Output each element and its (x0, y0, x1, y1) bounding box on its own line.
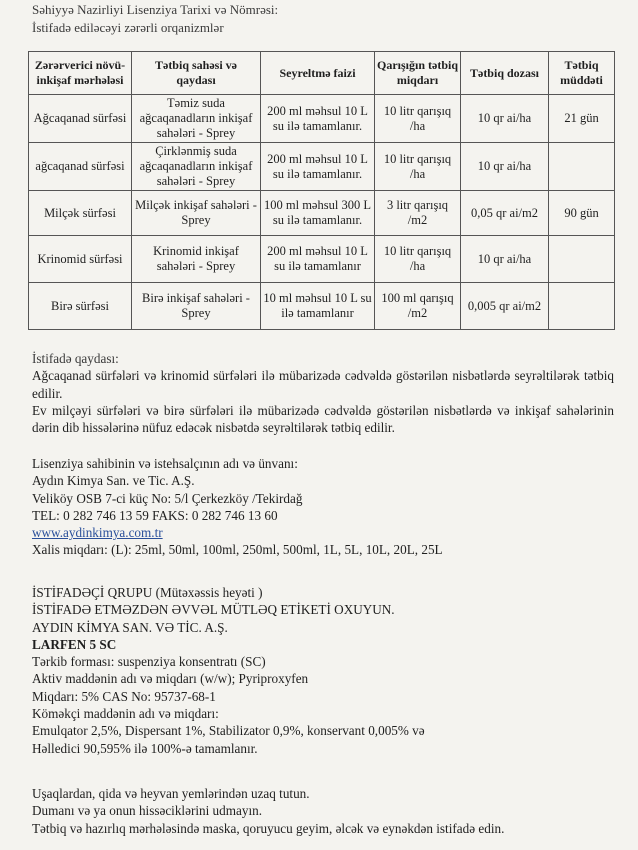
table-cell: Çirklənmiş suda ağcaqanadların inkişaf sahələri - Sprey (132, 143, 261, 191)
table-cell: 200 ml məhsul 10 L su ilə tamamlanır (261, 236, 375, 283)
active-amount: Miqdarı: 5% CAS No: 95737-68-1 (32, 688, 216, 704)
table-cell: 200 ml məhsul 10 L su ilə tamamlanır. (261, 95, 375, 143)
table-row (29, 191, 615, 236)
table-row (29, 95, 615, 143)
table-cell: Milçək sürfəsi (29, 191, 132, 236)
website-link[interactable]: www.aydinkimya.com.tr (32, 525, 163, 541)
formulation: Tərkib forması: suspenziya konsentratı (SC) (32, 654, 266, 670)
usage-instructions (32, 350, 614, 436)
column-header: Tətbiq müddəti (549, 52, 615, 95)
active-ingredient: Aktiv maddənin adı və miqdarı (w/w); Pyriproxyfen (32, 671, 309, 687)
table-row (29, 143, 615, 191)
table-cell: 10 qr ai/ha (461, 143, 549, 191)
table-cell: 10 litr qarışıq /ha (375, 143, 461, 191)
auxiliary-line: Emulqator 2,5%, Dispersant 1%, Stabilizator 0,9%, konservant 0,005% və (32, 723, 425, 739)
table-cell: 0,05 qr ai/m2 (461, 191, 549, 236)
usage-paragraph: Ev milçəyi sürfələri və birə sürfələri ilə mübarizədə cədvəldə göstərilən nisbətlərdə və inkişaf sahələrinin dərin dib hissələrinə nüfuz edəcək nisbətdə seyrəltilərək tətbiq edilir. (32, 402, 614, 436)
table-cell (549, 283, 615, 330)
phone-fax: TEL: 0 282 746 13 59 FAKS: 0 282 746 13 60 (32, 507, 278, 523)
table-cell (549, 236, 615, 283)
table-cell: Krinomid inkişaf sahələri - Sprey (132, 236, 261, 283)
company-address: Veliköy OSB 7-ci küç No: 5/l Çerkezköy /Tekirdağ (32, 490, 303, 506)
application-table (28, 51, 615, 330)
usage-heading: İstifadə qaydası: (32, 351, 119, 366)
table-cell: 21 gün (549, 95, 615, 143)
table-cell: 10 qr ai/ha (461, 236, 549, 283)
auxiliary-heading: Köməkçi maddənin adı və miqdarı: (32, 706, 219, 722)
column-header: Zərərverici növü-inkişaf mərhələsi (29, 52, 132, 95)
table-cell: 10 qr ai/ha (461, 95, 549, 143)
table-cell: Birə sürfəsi (29, 283, 132, 330)
column-header: Qarışığın tətbiq miqdarı (375, 52, 461, 95)
safety-warnings (32, 785, 614, 837)
license-holder-block (32, 455, 614, 559)
company-name-caps: AYDIN KİMYA SAN. VƏ TİC. A.Ş. (32, 619, 228, 635)
table-cell: 10 litr qarışıq /ha (375, 95, 461, 143)
table-cell: ağcaqanad sürfəsi (29, 143, 132, 191)
table-cell: 100 ml qarışıq /m2 (375, 283, 461, 330)
target-organisms-line: İstifadə ediləcəyi zərərli orqanizmlər (32, 20, 224, 35)
table-cell: Ağcaqanad sürfəsi (29, 95, 132, 143)
warning-line: Tətbiq və hazırlıq mərhələsində maska, qoruyucu geyim, əlcək və eynəkdən istifadə edin. (32, 820, 505, 836)
warning-line: Dumanı və ya onun hissəciklərini udmayın. (32, 803, 263, 819)
usage-paragraph: Ağcaqanad sürfələri və krinomid sürfələri ilə mübarizədə cədvəldə göstərilən nisbətlərdə seyrəltilərək tətbiq edilir. (32, 368, 614, 401)
table-cell: 10 litr qarışıq /ha (375, 236, 461, 283)
auxiliary-line: Həlledici 90,595% ilə 100%-ə tamamlanır. (32, 740, 258, 756)
table-cell: 3 litr qarışıq /m2 (375, 191, 461, 236)
column-header: Tətbiq dozası (461, 52, 549, 95)
table-cell: Milçək inkişaf sahələri - Sprey (132, 191, 261, 236)
license-heading: Lisenziya sahibinin və istehsalçının adı və ünvanı: (32, 456, 298, 471)
table-row (29, 283, 615, 330)
table-header-row (29, 52, 615, 95)
net-quantity: Xalis miqdarı: (L): 25ml, 50ml, 100ml, 250ml, 500ml, 1L, 5L, 10L, 20L, 25L (32, 542, 443, 558)
table-cell: Birə inkişaf sahələri - Sprey (132, 283, 261, 330)
license-date-line: Səhiyyə Nazirliyi Lisenziya Tarixi və Nömrəsi: (32, 2, 279, 17)
company-name: Aydın Kimya San. ve Tic. A.Ş. (32, 473, 195, 489)
user-group: İSTİFADƏÇİ QRUPU (Mütəxəssis heyəti ) (32, 585, 263, 600)
warning-line: Uşaqlardan, qida və heyvan yemlərindən uzaq tutun. (32, 786, 310, 801)
table-cell: 200 ml məhsul 10 L su ilə tamamlanır. (261, 143, 375, 191)
product-name: LARFEN 5 SC (32, 636, 117, 652)
table-cell: 90 gün (549, 191, 615, 236)
table-cell: Krinomid sürfəsi (29, 236, 132, 283)
product-info-block (32, 584, 614, 757)
table-cell: Təmiz suda ağcaqanadların inkişaf sahələri - Sprey (132, 95, 261, 143)
table-cell: 10 ml məhsul 10 L su ilə tamamlanır (261, 283, 375, 330)
read-label-warning: İSTİFADƏ ETMƏZDƏN ƏVVƏL MÜTLƏQ ETİKETİ OXUYUN. (32, 602, 395, 618)
table-cell (549, 143, 615, 191)
table-row (29, 236, 615, 283)
table-cell: 0,005 qr ai/m2 (461, 283, 549, 330)
column-header: Tətbiq sahəsi və qaydası (132, 52, 261, 95)
table-cell: 100 ml məhsul 300 L su ilə tamamlanır. (261, 191, 375, 236)
column-header: Seyreltmə faizi (261, 52, 375, 95)
